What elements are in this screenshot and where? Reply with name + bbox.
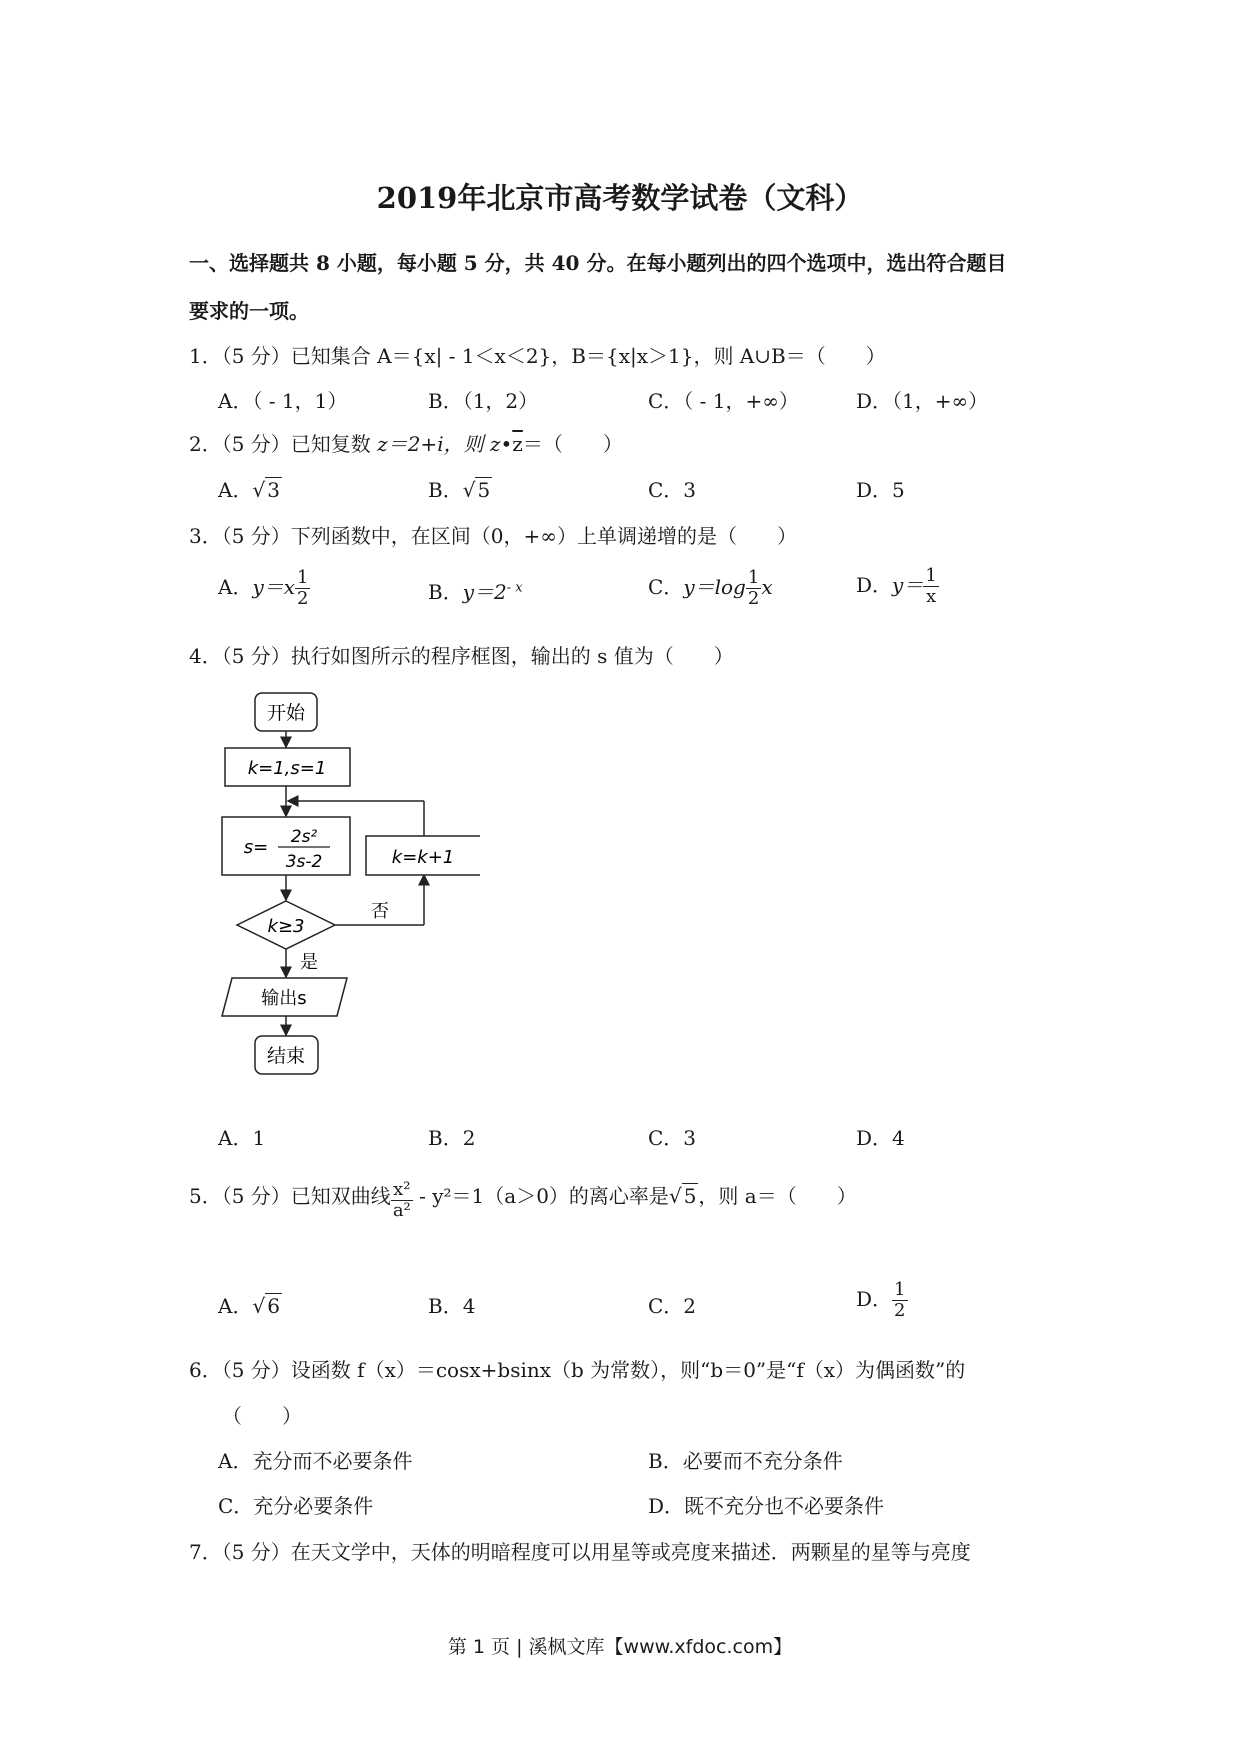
- question-1-stem: 1．（5 分）已知集合 A＝{x| ‑ 1＜x＜2}，B＝{x|x＞1}，则 A∪B＝（ ）: [189, 344, 886, 368]
- question-3-option-b-label: B．: [428, 580, 463, 604]
- flowchart-condition-text: k≥3: [267, 916, 305, 937]
- fraction-denominator: 2: [747, 588, 760, 609]
- question-2-conjugate: $\overline{z}$: [512, 432, 523, 456]
- sqrt-symbol: √ 3: [252, 478, 280, 502]
- fraction-numerator: x²: [391, 1180, 413, 1201]
- question-5-option-a: [218, 1290, 282, 1319]
- question-6-stem: 6．（5 分）设函数 f（x）＝cosx+bsinx（b 为常数），则“b＝0”是“f（x）为偶函数”的: [189, 1358, 966, 1382]
- question-3-option-a-fraction: [295, 568, 310, 609]
- question-4-option-c: C．3: [648, 1126, 697, 1150]
- question-3-option-c-expr: y＝log: [683, 575, 746, 599]
- sqrt-symbol: √ 6: [252, 1294, 280, 1318]
- question-2-option-b-label: B．: [428, 478, 463, 502]
- question-5-fraction: [391, 1180, 413, 1221]
- question-3-stem: 3．（5 分）下列函数中，在区间（0，+∞）上单调递增的是（ ）: [189, 524, 797, 548]
- question-1-option-a: A．（ ‑ 1，1）: [218, 389, 348, 413]
- section-heading-line2: 要求的一项。: [189, 299, 309, 323]
- question-3-option-c-tail: x: [761, 575, 773, 599]
- section-heading-line1: 一、选择题共 8 小题，每小题 5 分，共 40 分。在每小题列出的四个选项中，选出符合题目: [189, 251, 1007, 275]
- question-1-option-d: D．（1，+∞）: [856, 389, 989, 413]
- fraction-numerator: 1: [925, 565, 937, 586]
- question-3-option-a-expr: y＝x: [252, 575, 296, 599]
- flowchart-yes-label: 是: [300, 952, 318, 973]
- question-4-option-d: D．4: [856, 1126, 905, 1150]
- question-3-option-b-exponent: ‑ x: [506, 580, 523, 596]
- flowchart-start-text: 开始: [266, 702, 306, 724]
- question-2-option-a-radicand: 3: [267, 478, 280, 502]
- question-4-option-b: B．2: [428, 1126, 476, 1150]
- flowchart-end-text: 结束: [266, 1045, 306, 1067]
- question-2-option-a-label: A．: [218, 478, 253, 502]
- question-5-stem: [189, 1180, 857, 1221]
- fraction-numerator: 1: [747, 567, 760, 588]
- fraction-denominator: 2: [894, 1300, 906, 1321]
- question-2-option-b-radicand: 5: [477, 478, 491, 502]
- fraction-numerator: 1: [297, 567, 309, 588]
- section-heading: [189, 239, 1069, 335]
- question-6-option-a: A．充分而不必要条件: [218, 1449, 413, 1473]
- page-footer: 第 1 页 | 溪枫文库【www.xfdoc.com】: [447, 1636, 793, 1658]
- flowchart-assign-lhs: s=: [243, 837, 269, 858]
- flowchart-assign-numerator: 2s²: [290, 827, 318, 847]
- question-2-option-c: C．3: [648, 478, 697, 502]
- question-2-stem-expr: z＝2+i，则 z•: [377, 432, 513, 456]
- question-2-stem: [189, 428, 623, 457]
- flowchart-increment-text: k=k+1: [391, 847, 455, 868]
- question-3-option-a: [218, 568, 310, 609]
- fraction-numerator: 1: [894, 1279, 906, 1300]
- question-7-stem: 7．（5 分）在天文学中，天体的明暗程度可以用星等或亮度来描述．两颗星的星等与亮度: [189, 1540, 971, 1564]
- question-5-option-a-radicand: 6: [267, 1294, 280, 1318]
- question-2-stem-pre: 2．（5 分）已知复数: [189, 432, 378, 456]
- question-1-option-c: C．（ ‑ 1，+∞）: [648, 389, 799, 413]
- question-2-option-b: [428, 474, 492, 503]
- question-5-stem-post: ，则 a＝（ ）: [698, 1184, 857, 1208]
- question-3-option-d: [856, 566, 939, 607]
- question-5-option-b: B．4: [428, 1294, 476, 1318]
- fraction-denominator: 2: [297, 588, 309, 609]
- flowchart-assign-denominator: 3s-2: [285, 852, 323, 872]
- question-5-radicand: 5: [683, 1184, 697, 1208]
- flowchart-no-label: 否: [371, 901, 389, 922]
- question-3-option-d-label: D．: [856, 573, 893, 597]
- question-6-option-c: C．充分必要条件: [218, 1494, 374, 1518]
- question-2-option-a: [218, 474, 282, 503]
- question-5-option-d-fraction: [892, 1280, 907, 1321]
- question-6-option-b: B．必要而不充分条件: [648, 1449, 843, 1473]
- sqrt-symbol: √ 5: [462, 478, 491, 502]
- question-4-option-a: A．1: [218, 1126, 266, 1150]
- flowchart-init-text: k=1,s=1: [247, 758, 327, 779]
- question-3-option-b-expr: y＝2: [462, 580, 507, 604]
- question-4-stem: 4．（5 分）执行如图所示的程序框图，输出的 s 值为（ ）: [189, 644, 734, 668]
- question-2-option-d: D．5: [856, 478, 905, 502]
- question-3-option-d-expr: y＝: [892, 573, 924, 597]
- question-3-option-b: [428, 576, 523, 605]
- sqrt-symbol: √ 5: [668, 1184, 697, 1208]
- question-3-option-c: [648, 568, 773, 609]
- question-2-stem-post: ＝（ ）: [522, 432, 623, 456]
- flowchart: [200, 685, 480, 1095]
- question-6-stem-blank: （ ）: [222, 1404, 302, 1428]
- question-1-option-b: B．（1，2）: [428, 389, 539, 413]
- question-5-option-c: C．2: [648, 1294, 697, 1318]
- flowchart-output-text: 输出s: [261, 988, 307, 1009]
- question-5-stem-mid: ‑ y²＝1（a＞0）的离心率是: [412, 1184, 669, 1208]
- question-5-option-a-label: A．: [218, 1294, 253, 1318]
- question-5-option-d-label: D．: [856, 1287, 893, 1311]
- question-3-option-a-label: A．: [218, 575, 253, 599]
- page-title: 2019年北京市高考数学试卷（文科）: [376, 181, 864, 215]
- question-5-stem-pre: 5．（5 分）已知双曲线: [189, 1184, 391, 1208]
- question-3-option-d-fraction: [923, 566, 938, 607]
- fraction-denominator: x: [926, 586, 937, 607]
- fraction-denominator: a²: [392, 1200, 411, 1221]
- question-6-option-d: D．既不充分也不必要条件: [648, 1494, 885, 1518]
- question-5-option-d: [856, 1280, 908, 1321]
- question-3-option-c-label: C．: [648, 575, 684, 599]
- question-3-option-c-fraction: [746, 568, 761, 609]
